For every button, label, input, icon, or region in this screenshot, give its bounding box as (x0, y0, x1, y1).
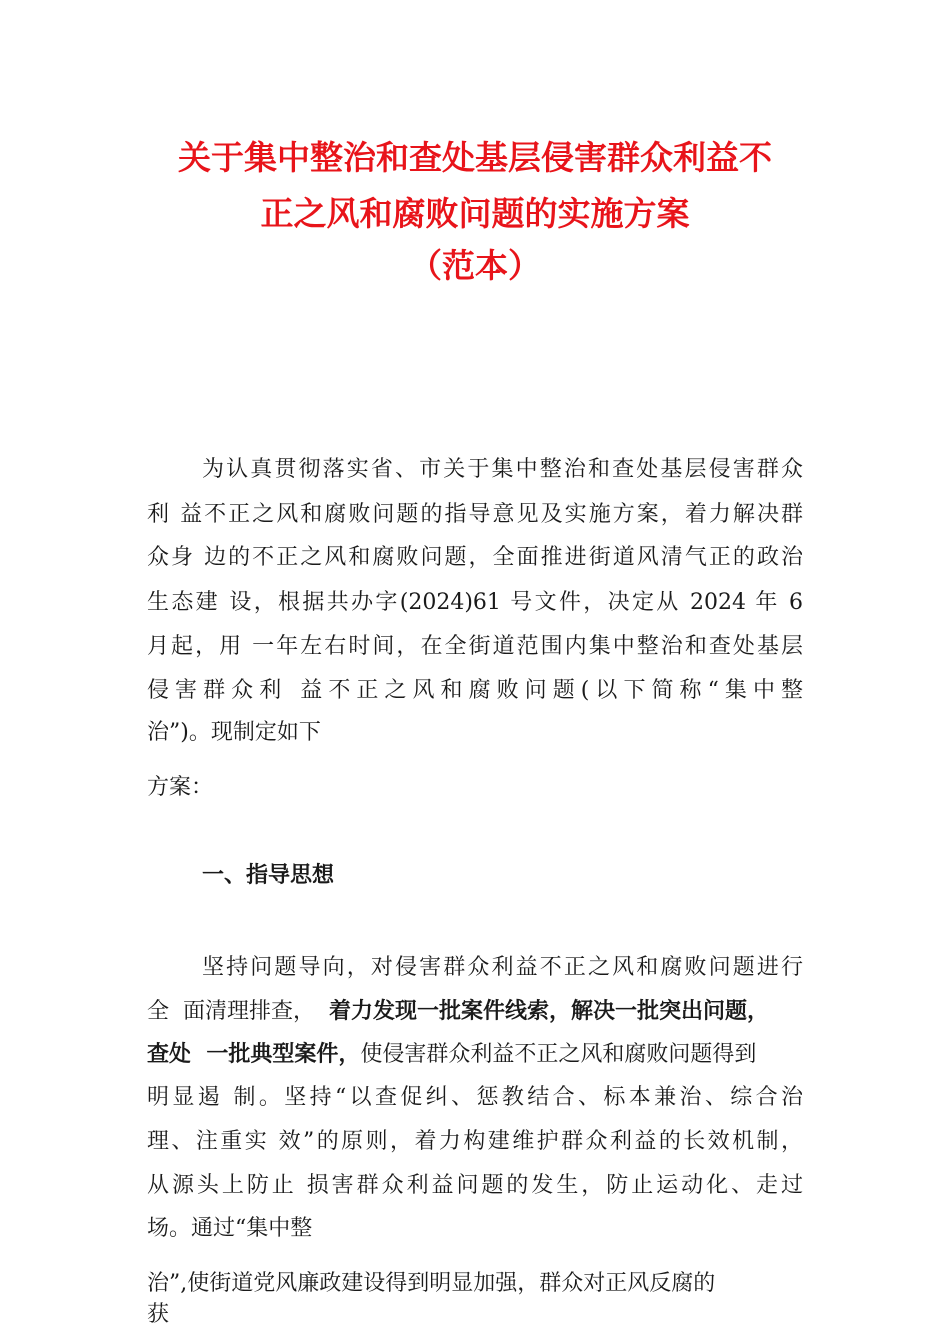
intro-tail: 方案： (147, 775, 214, 800)
intro-line-7: 治”)。现制定如下 (147, 720, 321, 745)
s1-line-9: 获 (147, 1302, 170, 1327)
intro-line-5: 月起，用 一年左右时间，在全街道范围内集中整治和查处基层 (147, 634, 803, 659)
s1-line-6: 从源头上防止 损害群众利益问题的发生，防止运动化、走过 (147, 1173, 803, 1198)
section-heading-guiding-thought: 一、指导思想 (202, 863, 335, 888)
intro-line-1: 为认真贯彻落实省、市关于集中整治和查处基层侵害群众 (202, 457, 803, 482)
s1-line-2-bold: 着力发现一批案件线索，解决一批突出问题， (329, 999, 770, 1024)
intro-line-4: 生态建 设，根据共办字(2024)61 号文件，决定从 2024 年 6 (147, 590, 803, 615)
s1-line-4: 明显遏 制。坚持“以查促纠、惩教结合、标本兼治、综合治 (147, 1085, 803, 1110)
title-line-3: （范本） (409, 246, 541, 285)
intro-line-3: 众身 边的不正之风和腐败问题，全面推进街道风清气正的政治 (147, 545, 803, 570)
s1-line-8: 治”,使街道党风廉政建设得到明显加强，群众对正风反腐的 (147, 1271, 716, 1296)
s1-line-7: 场。通过“集中整 (147, 1216, 313, 1241)
s1-line-3-b: 使侵害群众利益不正之风和腐败问题得到 (360, 1042, 757, 1067)
s1-line-2 (147, 997, 769, 1027)
title-line-1: 关于集中整治和查处基层侵害群众利益不 (178, 138, 772, 177)
s1-line-2-a: 全 面清理排查， (147, 999, 315, 1024)
s1-line-5: 理、注重实 效”的原则，着力构建维护群众利益的长效机制， (147, 1129, 803, 1154)
s1-line-3-bold: 查处 一批典型案件， (147, 1042, 361, 1067)
s1-line-3 (147, 1040, 756, 1070)
s1-line-1: 坚持问题导向，对侵害群众利益不正之风和腐败问题进行 (202, 955, 803, 980)
title-line-2: 正之风和腐败问题的实施方案 (260, 194, 690, 233)
intro-line-6: 侵害群众利 益不正之风和腐败问题(以下简称“集中整 (147, 678, 803, 703)
intro-line-2: 利 益不正之风和腐败问题的指导意见及实施方案，着力解决群 (147, 502, 803, 527)
